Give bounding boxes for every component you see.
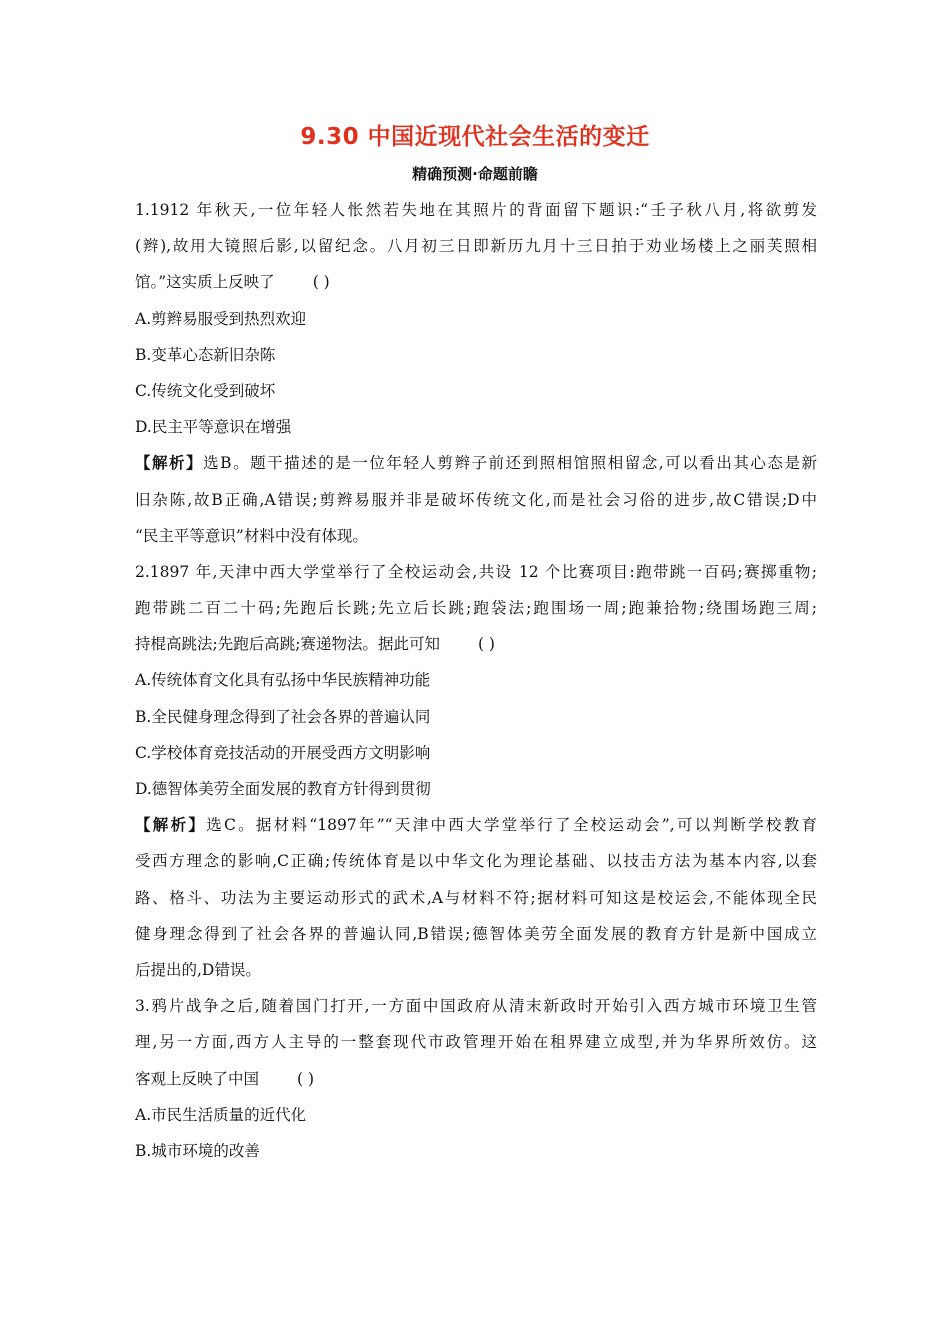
q3-option-b: B.城市环境的改善	[135, 1141, 260, 1160]
q1-option-c: C.传统文化受到破坏	[135, 381, 276, 400]
q1-option-b: B.变革心态新旧杂陈	[135, 345, 276, 364]
q2-option-a: A.传统体育文化具有弘扬中华民族精神功能	[135, 671, 431, 690]
q2-stem-line-2: 跑带跳二百二十码;先跑后长跳;先立后长跳;跑袋法;跑围场一周;跑兼拾物;绕围场跑三周;	[135, 599, 817, 618]
q1-analysis-line-1	[135, 445, 817, 481]
q1-analysis-line-3: “民主平等意识”材料中没有体现。	[135, 526, 368, 545]
q1-analysis-line-2: 旧杂陈,故B正确,A错误;剪辫易服并非是破坏传统文化,而是社会习俗的进步,故C错误;D中	[135, 490, 817, 509]
q2-analysis-tag: 【解析】	[135, 816, 207, 835]
q1-stem-text: 馆。”这实质上反映了	[135, 273, 275, 292]
q2-stem-line-3	[135, 626, 817, 662]
page-subtitle: 精确预测·命题前瞻	[412, 165, 538, 183]
q1-answer-paren: ( )	[312, 273, 330, 292]
q2-option-b: B.全民健身理念得到了社会各界的普遍认同	[135, 707, 431, 726]
q2-option-d: D.德智体美劳全面发展的教育方针得到贯彻	[135, 780, 431, 798]
q1-analysis-text-1: 选B。题干描述的是一位年轻人剪辫子前还到照相馆照相留念,可以看出其心态是新	[203, 454, 817, 473]
q1-option-a: A.剪辫易服受到热烈欢迎	[135, 309, 307, 328]
q3-answer-paren: ( )	[297, 1069, 315, 1088]
q2-stem-line-1: 2.1897 年,天津中西大学堂举行了全校运动会,共设 12 个比赛项目:跑带跳一百码;赛掷重物;	[135, 562, 817, 581]
document-body	[135, 192, 817, 1169]
q1-stem-line-3	[135, 264, 817, 300]
q2-answer-paren: ( )	[477, 635, 495, 654]
q2-analysis-line-3: 路、格斗、功法为主要运动形式的武术,A与材料不符;据材料可知这是校运会,不能体现全民	[135, 888, 817, 907]
q2-analysis-line-1	[135, 807, 817, 843]
q2-analysis-line-5: 后提出的,D错误。	[135, 960, 261, 979]
q3-stem-text: 客观上反映了中国	[135, 1069, 260, 1088]
q1-stem-line-2: (辫),故用大镜照后影,以留纪念。八月初三日即新历九月十三日拍于劝业场楼上之丽芙照相	[135, 237, 817, 256]
q1-stem-line-1: 1.1912 年秋天,一位年轻人怅然若失地在其照片的背面留下题识:“壬子秋八月,将欲剪发	[135, 201, 817, 219]
q3-stem-line-2: 理,另一方面,西方人主导的一整套现代市政管理开始在租界建立成型,并为华界所效仿。这	[135, 1033, 817, 1052]
q2-analysis-line-4: 健身理念得到了社会各界的普遍认同,B错误;德智体美劳全面发展的教育方针是新中国成立	[135, 924, 817, 943]
q2-analysis-line-2: 受西方理念的影响,C正确;传统体育是以中华文化为理论基础、以技击方法为基本内容,以套	[135, 852, 817, 871]
q2-stem-text: 持棍高跳法;先跑后高跳;赛递物法。据此可知	[135, 635, 440, 654]
q1-option-d: D.民主平等意识在增强	[135, 418, 292, 437]
q2-option-c: C.学校体育竞技活动的开展受西方文明影响	[135, 743, 431, 762]
q3-stem-line-3	[135, 1061, 817, 1097]
q1-analysis-tag: 【解析】	[135, 454, 204, 473]
q3-option-a: A.市民生活质量的近代化	[135, 1105, 307, 1124]
page-title: 9.30 中国近现代社会生活的变迁	[300, 124, 650, 150]
q2-analysis-text-1: 选C。据材料“1897年”“天津中西大学堂举行了全校运动会”,可以判断学校教育	[206, 816, 817, 835]
q3-stem-line-1: 3.鸦片战争之后,随着国门打开,一方面中国政府从清末新政时开始引入西方城市环境卫生管	[135, 997, 817, 1016]
